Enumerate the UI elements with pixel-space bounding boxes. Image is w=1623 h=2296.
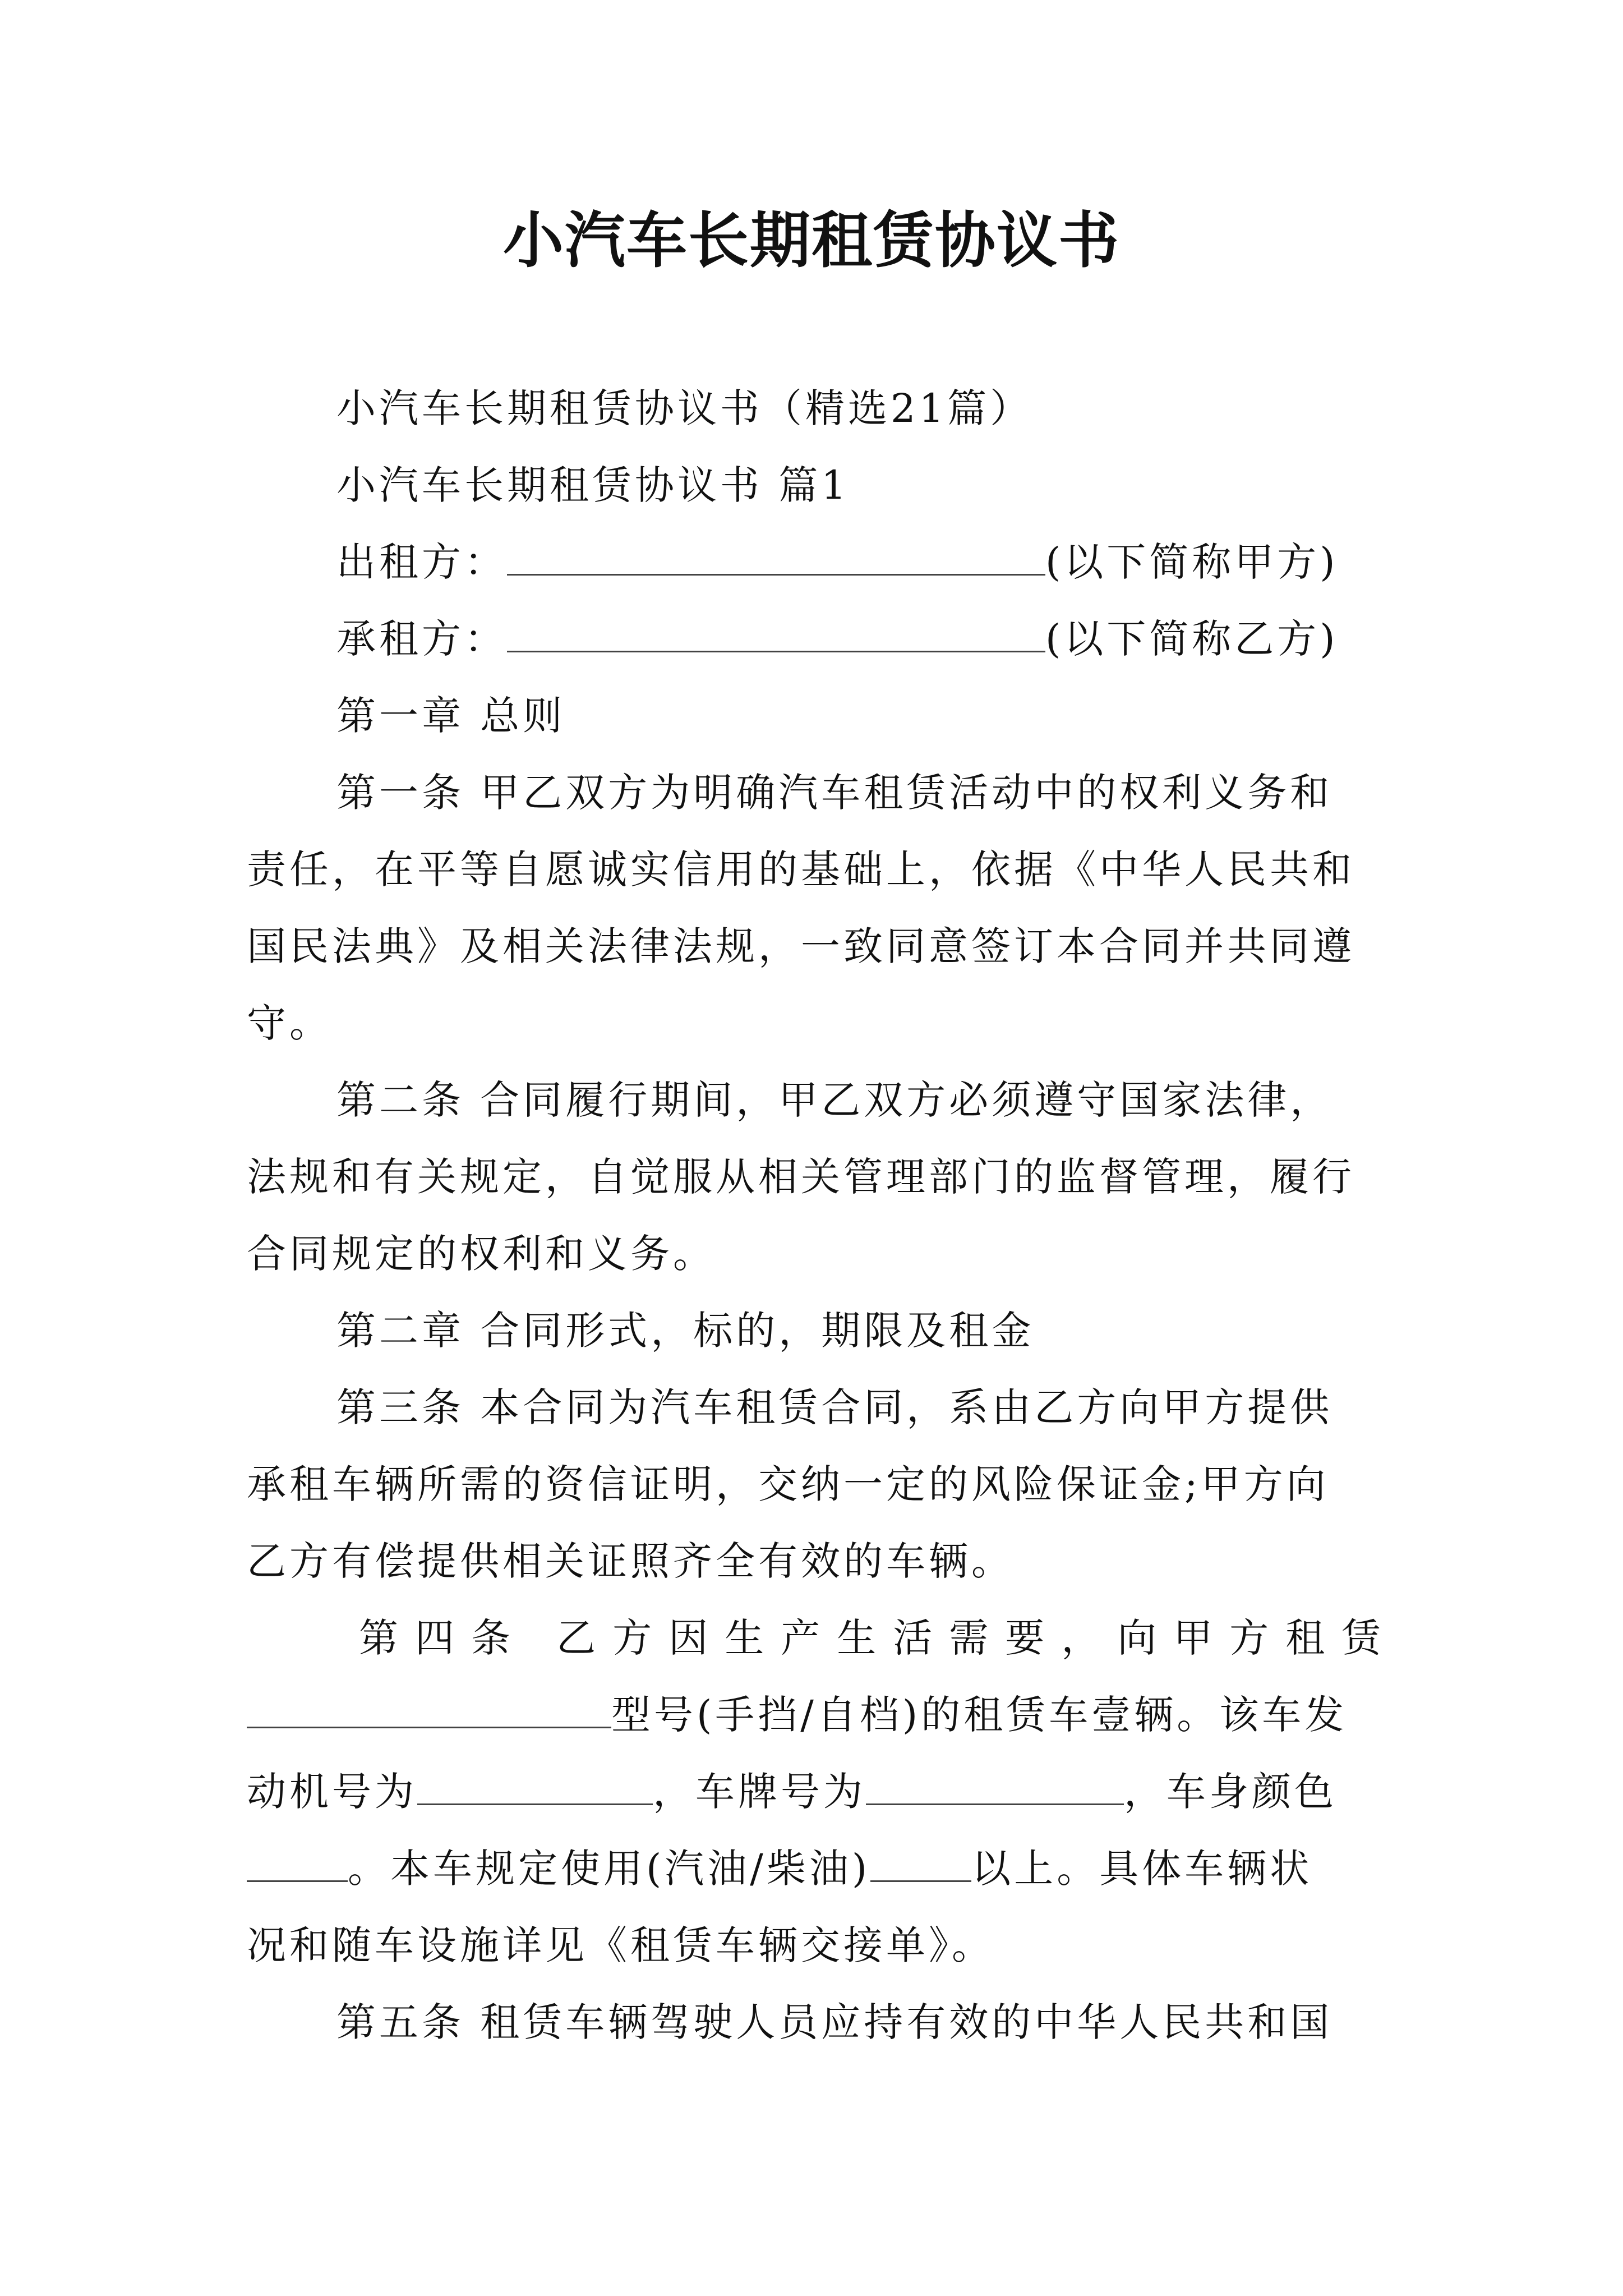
lessee-suffix: (以下简称乙方) xyxy=(1045,616,1339,662)
paragraph-line: 国民法典》及相关法律法规，一致同意签订本合同并共同遵 xyxy=(247,923,1355,969)
body-color-field[interactable] xyxy=(247,1841,348,1882)
paragraph-text: 以上。具体车辆状 xyxy=(971,1846,1313,1892)
paragraph-line: 合同规定的权利和义务。 xyxy=(247,1231,716,1277)
chapter-heading: 第二章 合同形式，标的，期限及租金 xyxy=(336,1308,1035,1354)
paragraph-text: 型号(手挡/自档)的租赁车壹辆。该车发 xyxy=(611,1692,1348,1738)
lessee-label: 承租方： xyxy=(336,616,507,662)
document-title: 小汽车长期租赁协议书 xyxy=(502,206,1120,276)
lessor-suffix: (以下简称甲方) xyxy=(1045,539,1339,585)
paragraph-line: 法规和有关规定，自觉服从相关管理部门的监督管理，履行 xyxy=(247,1154,1355,1200)
lessor-name-field[interactable] xyxy=(507,535,1045,576)
lessee-line xyxy=(336,601,1339,678)
paragraph-text: ，车身颜色 xyxy=(1124,1769,1337,1815)
paragraph-line xyxy=(247,1754,1337,1830)
paragraph-line: 第三条 本合同为汽车租赁合同，系由乙方向甲方提供 xyxy=(336,1384,1333,1430)
paragraph-text: 动机号为 xyxy=(247,1769,417,1815)
chapter-heading: 第一章 总则 xyxy=(336,693,566,739)
fuel-grade-field[interactable] xyxy=(870,1841,971,1882)
paragraph-line: 第二条 合同履行期间，甲乙双方必须遵守国家法律， xyxy=(336,1077,1333,1123)
paragraph-text: 。本车规定使用(汽油/柴油) xyxy=(348,1846,871,1892)
lessee-name-field[interactable] xyxy=(507,611,1045,652)
paragraph-line: 乙方有偿提供相关证照齐全有效的车辆。 xyxy=(247,1538,1014,1584)
paragraph-line: 守。 xyxy=(247,1000,332,1046)
paragraph-line: 第四条 乙方因生产生活需要，向甲方租赁 xyxy=(359,1615,1398,1661)
vehicle-model-field[interactable] xyxy=(247,1687,611,1728)
paragraph-line: 责任，在平等自愿诚实信用的基础上，依据《中华人民共和 xyxy=(247,846,1355,892)
subtitle: 小汽车长期租赁协议书（精选21篇） xyxy=(336,385,1033,431)
paragraph-line xyxy=(247,1677,1347,1754)
paragraph-line: 况和随车设施详见《租赁车辆交接单》。 xyxy=(247,1922,994,1968)
paragraph-line xyxy=(247,1830,1312,1907)
engine-number-field[interactable] xyxy=(417,1764,653,1805)
paragraph-line: 第五条 租赁车辆驾驶人员应持有效的中华人民共和国 xyxy=(336,1999,1333,2045)
lessor-line xyxy=(336,524,1339,601)
plate-number-field[interactable] xyxy=(866,1764,1124,1805)
section-heading: 小汽车长期租赁协议书 篇1 xyxy=(336,462,850,508)
lessor-label: 出租方： xyxy=(336,539,507,585)
paragraph-line: 承租车辆所需的资信证明，交纳一定的风险保证金;甲方向 xyxy=(247,1461,1329,1507)
paragraph-line: 第一条 甲乙双方为明确汽车租赁活动中的权利义务和 xyxy=(336,770,1333,816)
paragraph-text: ，车牌号为 xyxy=(653,1769,866,1815)
